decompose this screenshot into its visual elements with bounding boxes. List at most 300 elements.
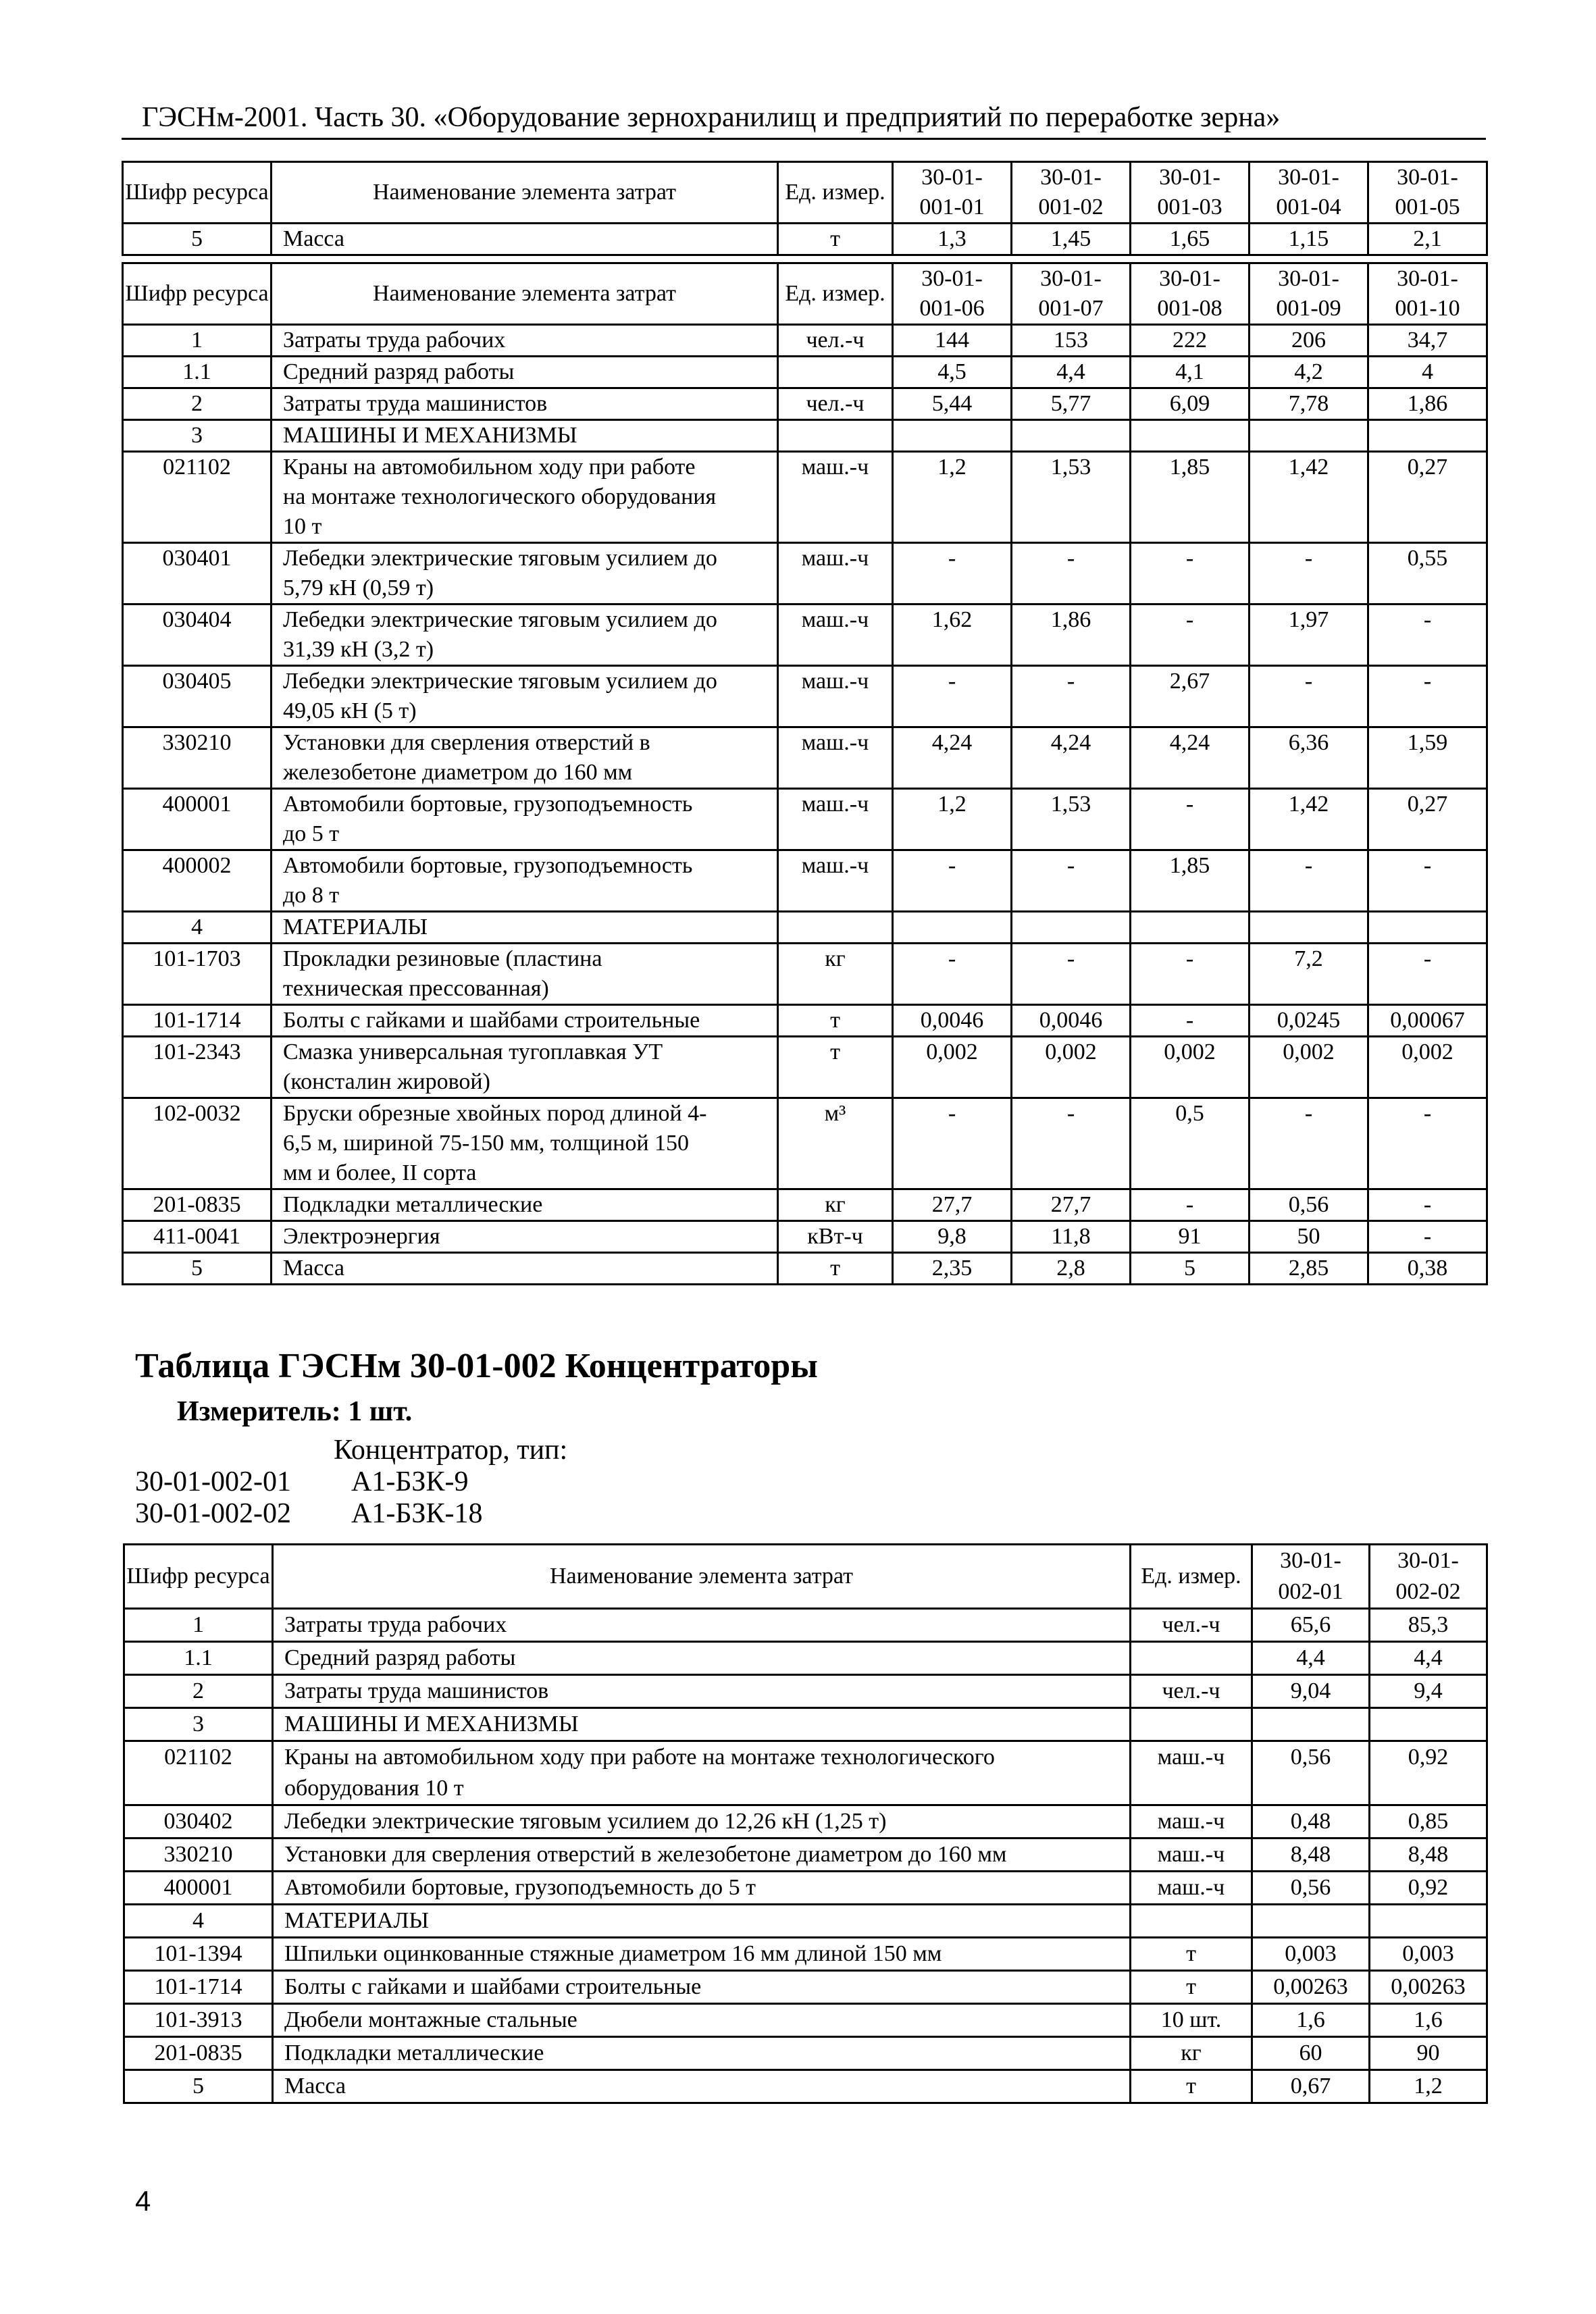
row-value: 6,36 bbox=[1250, 727, 1368, 789]
table-row bbox=[123, 850, 1487, 912]
col-heading: 30-01- 001-06 bbox=[893, 263, 1012, 325]
row-name: Затраты труда рабочих bbox=[272, 325, 778, 357]
row-value: - bbox=[1368, 605, 1487, 666]
row-value: 0,67 bbox=[1252, 2070, 1370, 2103]
col-heading: 30-01- 002-02 bbox=[1370, 1545, 1487, 1609]
row-value: 1,86 bbox=[1368, 388, 1487, 420]
row-value: 4,5 bbox=[893, 357, 1012, 388]
row-value: 0,0245 bbox=[1250, 1005, 1368, 1037]
row-name: Краны на автомобильном ходу при работе на монтаже технологического оборудования 10 т bbox=[273, 1741, 1131, 1805]
col-heading: 30-01- 001-10 bbox=[1368, 263, 1487, 325]
table-row bbox=[123, 543, 1487, 605]
row-value: 2,1 bbox=[1368, 224, 1487, 255]
row-value: 4,4 bbox=[1370, 1642, 1487, 1675]
row-value: 1,2 bbox=[893, 452, 1012, 543]
row-name: Шпильки оцинкованные стяжные диаметром 16 мм длиной 150 мм bbox=[273, 1938, 1131, 1971]
table-row bbox=[123, 224, 1487, 255]
table-row bbox=[124, 1708, 1487, 1741]
row-value: 4,4 bbox=[1012, 357, 1131, 388]
row-unit: чел.-ч bbox=[778, 325, 893, 357]
row-value: 153 bbox=[1012, 325, 1131, 357]
row-value: 2,8 bbox=[1012, 1253, 1131, 1285]
col-unit-heading: Ед. измер. bbox=[778, 263, 893, 325]
row-value: 34,7 bbox=[1368, 325, 1487, 357]
row-value: 1,53 bbox=[1012, 789, 1131, 850]
row-value: 0,85 bbox=[1370, 1805, 1487, 1839]
row-code: 4 bbox=[124, 1905, 273, 1938]
row-value: 1,85 bbox=[1131, 850, 1250, 912]
section-title: Таблица ГЭСНм 30-01-002 Концентраторы bbox=[135, 1347, 818, 1385]
row-unit: т bbox=[1131, 2070, 1252, 2103]
col-heading: 30-01- 001-04 bbox=[1250, 162, 1368, 224]
row-value bbox=[1250, 420, 1368, 452]
row-value: 206 bbox=[1250, 325, 1368, 357]
row-value: 90 bbox=[1370, 2037, 1487, 2070]
row-unit: маш.-ч bbox=[778, 543, 893, 605]
row-unit: кг bbox=[778, 1189, 893, 1221]
row-value: 0,00263 bbox=[1370, 1971, 1487, 2004]
row-value: - bbox=[1131, 1005, 1250, 1037]
row-value: 222 bbox=[1131, 325, 1250, 357]
col-heading: 30-01- 002-01 bbox=[1252, 1545, 1370, 1609]
row-unit: чел.-ч bbox=[1131, 1609, 1252, 1642]
row-unit: маш.-ч bbox=[778, 789, 893, 850]
row-unit bbox=[778, 420, 893, 452]
row-name: Лебедки электрические тяговым усилием до 12,26 кН (1,25 т) bbox=[273, 1805, 1131, 1839]
row-value: - bbox=[1368, 1098, 1487, 1189]
col-heading: 30-01- 001-08 bbox=[1131, 263, 1250, 325]
row-value: - bbox=[1131, 944, 1250, 1005]
table-row bbox=[123, 912, 1487, 944]
row-code: 030404 bbox=[123, 605, 272, 666]
row-unit: кВт-ч bbox=[778, 1221, 893, 1253]
row-value: 1,86 bbox=[1012, 605, 1131, 666]
row-code: 101-1714 bbox=[124, 1971, 273, 2004]
row-name: Подкладки металлические bbox=[273, 2037, 1131, 2070]
row-unit: т bbox=[778, 224, 893, 255]
row-value: 0,0046 bbox=[1012, 1005, 1131, 1037]
row-code: 021102 bbox=[124, 1741, 273, 1805]
row-name: Автомобили бортовые, грузоподъемность до 5 т bbox=[272, 789, 778, 850]
row-name: Затраты труда машинистов bbox=[272, 388, 778, 420]
table-row bbox=[124, 1971, 1487, 2004]
row-value: 8,48 bbox=[1252, 1839, 1370, 1872]
row-unit: чел.-ч bbox=[778, 388, 893, 420]
measure-unit: Измеритель: 1 шт. bbox=[177, 1396, 413, 1427]
row-unit: т bbox=[778, 1005, 893, 1037]
row-value: 1,62 bbox=[893, 605, 1012, 666]
row-value: 0,48 bbox=[1252, 1805, 1370, 1839]
row-value bbox=[1252, 1905, 1370, 1938]
row-value: 1,59 bbox=[1368, 727, 1487, 789]
row-unit: маш.-ч bbox=[778, 850, 893, 912]
row-name: МАТЕРИАЛЫ bbox=[272, 912, 778, 944]
row-value bbox=[1250, 912, 1368, 944]
row-value: 27,7 bbox=[893, 1189, 1012, 1221]
row-value: - bbox=[1012, 666, 1131, 727]
row-code: 030405 bbox=[123, 666, 272, 727]
row-value: 1,2 bbox=[893, 789, 1012, 850]
row-value bbox=[1368, 420, 1487, 452]
row-unit bbox=[1131, 1708, 1252, 1741]
table-row bbox=[123, 1005, 1487, 1037]
table-row bbox=[124, 1938, 1487, 1971]
row-unit bbox=[778, 357, 893, 388]
row-value: 4,1 bbox=[1131, 357, 1250, 388]
table-row bbox=[124, 1741, 1487, 1805]
row-value: 0,92 bbox=[1370, 1872, 1487, 1905]
table-row bbox=[123, 325, 1487, 357]
row-value: 0,38 bbox=[1368, 1253, 1487, 1285]
row-name: Средний разряд работы bbox=[273, 1642, 1131, 1675]
row-code: 101-1703 bbox=[123, 944, 272, 1005]
row-name: Болты с гайками и шайбами строительные bbox=[273, 1971, 1131, 2004]
row-value: 1,97 bbox=[1250, 605, 1368, 666]
row-value: 1,42 bbox=[1250, 789, 1368, 850]
table-row bbox=[123, 452, 1487, 543]
row-value: - bbox=[1131, 1189, 1250, 1221]
row-code: 201-0835 bbox=[123, 1189, 272, 1221]
row-value: 4,2 bbox=[1250, 357, 1368, 388]
row-value: - bbox=[1250, 543, 1368, 605]
row-value: 0,003 bbox=[1252, 1938, 1370, 1971]
row-value: 5,44 bbox=[893, 388, 1012, 420]
row-value: 4,24 bbox=[1012, 727, 1131, 789]
col-name-heading: Наименование элемента затрат bbox=[272, 263, 778, 325]
table-row bbox=[123, 1098, 1487, 1189]
table-row bbox=[123, 789, 1487, 850]
table-row bbox=[123, 420, 1487, 452]
row-value: 2,67 bbox=[1131, 666, 1250, 727]
row-value: 0,27 bbox=[1368, 452, 1487, 543]
table-row bbox=[124, 2004, 1487, 2037]
table-row bbox=[123, 388, 1487, 420]
row-unit: маш.-ч bbox=[778, 605, 893, 666]
col-heading: 30-01- 001-02 bbox=[1012, 162, 1131, 224]
row-value: - bbox=[893, 666, 1012, 727]
page-header: ГЭСНм-2001. Часть 30. «Оборудование зернохранилищ и предприятий по переработке зерна» bbox=[142, 102, 1281, 133]
row-value: 9,4 bbox=[1370, 1675, 1487, 1708]
row-unit: м³ bbox=[778, 1098, 893, 1189]
row-name: Смазка универсальная тугоплавкая УТ (консталин жировой) bbox=[272, 1037, 778, 1098]
row-unit: маш.-ч bbox=[1131, 1872, 1252, 1905]
row-value: 4 bbox=[1368, 357, 1487, 388]
row-unit: маш.-ч bbox=[778, 666, 893, 727]
row-unit: маш.-ч bbox=[778, 727, 893, 789]
table-header-row bbox=[124, 1545, 1487, 1609]
row-value: 1,53 bbox=[1012, 452, 1131, 543]
item-type: А1-БЗК-18 bbox=[351, 1498, 483, 1529]
row-unit: т bbox=[1131, 1938, 1252, 1971]
type-label: Концентратор, тип: bbox=[334, 1435, 568, 1466]
row-unit: т bbox=[778, 1037, 893, 1098]
row-value: - bbox=[1131, 789, 1250, 850]
row-value: 0,56 bbox=[1250, 1189, 1368, 1221]
row-unit bbox=[1131, 1905, 1252, 1938]
row-value: 1,6 bbox=[1370, 2004, 1487, 2037]
row-value: 85,3 bbox=[1370, 1609, 1487, 1642]
row-value: 0,002 bbox=[1368, 1037, 1487, 1098]
row-value: 0,002 bbox=[1250, 1037, 1368, 1098]
col-code-heading: Шифр ресурса bbox=[123, 162, 272, 224]
row-unit: маш.-ч bbox=[1131, 1805, 1252, 1839]
row-code: 101-1714 bbox=[123, 1005, 272, 1037]
row-code: 5 bbox=[123, 224, 272, 255]
row-name: Прокладки резиновые (пластина техническая прессованная) bbox=[272, 944, 778, 1005]
table-row bbox=[123, 944, 1487, 1005]
table-row bbox=[123, 357, 1487, 388]
row-value: - bbox=[1131, 605, 1250, 666]
col-heading: 30-01- 001-03 bbox=[1131, 162, 1250, 224]
item-type: А1-БЗК-9 bbox=[351, 1466, 469, 1497]
row-name: Масса bbox=[272, 1253, 778, 1285]
row-code: 101-1394 bbox=[124, 1938, 273, 1971]
row-code: 030402 bbox=[124, 1805, 273, 1839]
table-row bbox=[124, 1609, 1487, 1642]
row-unit: кг bbox=[1131, 2037, 1252, 2070]
row-code: 2 bbox=[123, 388, 272, 420]
table-row bbox=[123, 666, 1487, 727]
row-value: 91 bbox=[1131, 1221, 1250, 1253]
header-rule bbox=[122, 138, 1486, 140]
row-code: 3 bbox=[124, 1708, 273, 1741]
row-value: 5 bbox=[1131, 1253, 1250, 1285]
row-value: - bbox=[1012, 944, 1131, 1005]
row-unit: маш.-ч bbox=[1131, 1741, 1252, 1805]
row-code: 330210 bbox=[123, 727, 272, 789]
row-name: Установки для сверления отверстий в железобетоне диаметром до 160 мм bbox=[272, 727, 778, 789]
table-001-06-10 bbox=[122, 262, 1488, 1285]
row-value: - bbox=[1250, 666, 1368, 727]
row-code: 1 bbox=[123, 325, 272, 357]
row-code: 5 bbox=[124, 2070, 273, 2103]
row-code: 102-0032 bbox=[123, 1098, 272, 1189]
row-code: 2 bbox=[124, 1675, 273, 1708]
row-name: Дюбели монтажные стальные bbox=[273, 2004, 1131, 2037]
row-value: 144 bbox=[893, 325, 1012, 357]
row-value: 8,48 bbox=[1370, 1839, 1487, 1872]
row-value: 1,2 bbox=[1370, 2070, 1487, 2103]
row-code: 101-2343 bbox=[123, 1037, 272, 1098]
row-value: 0,27 bbox=[1368, 789, 1487, 850]
row-value: 9,8 bbox=[893, 1221, 1012, 1253]
row-code: 3 bbox=[123, 420, 272, 452]
row-value: 0,00067 bbox=[1368, 1005, 1487, 1037]
row-value: - bbox=[1368, 1189, 1487, 1221]
row-value: - bbox=[893, 944, 1012, 1005]
row-unit: маш.-ч bbox=[778, 452, 893, 543]
row-value: 6,09 bbox=[1131, 388, 1250, 420]
row-value: - bbox=[893, 543, 1012, 605]
row-name: Лебедки электрические тяговым усилием до 31,39 кН (3,2 т) bbox=[272, 605, 778, 666]
row-value bbox=[1012, 420, 1131, 452]
table-row bbox=[124, 2070, 1487, 2103]
row-value: - bbox=[1131, 543, 1250, 605]
row-name: МАШИНЫ И МЕХАНИЗМЫ bbox=[272, 420, 778, 452]
row-value: 1,65 bbox=[1131, 224, 1250, 255]
col-name-heading: Наименование элемента затрат bbox=[273, 1545, 1131, 1609]
row-name: МАШИНЫ И МЕХАНИЗМЫ bbox=[273, 1708, 1131, 1741]
row-code: 411-0041 bbox=[123, 1221, 272, 1253]
row-code: 030401 bbox=[123, 543, 272, 605]
row-name: Краны на автомобильном ходу при работе на монтаже технологического оборудования 10 т bbox=[272, 452, 778, 543]
row-value: 2,35 bbox=[893, 1253, 1012, 1285]
row-name: Лебедки электрические тяговым усилием до 5,79 кН (0,59 т) bbox=[272, 543, 778, 605]
row-value: 0,56 bbox=[1252, 1872, 1370, 1905]
row-name: Средний разряд работы bbox=[272, 357, 778, 388]
table-row bbox=[123, 1037, 1487, 1098]
row-value bbox=[1252, 1708, 1370, 1741]
row-value: 1,3 bbox=[893, 224, 1012, 255]
item-code: 30-01-002-01 bbox=[135, 1466, 291, 1497]
item-code: 30-01-002-02 bbox=[135, 1498, 291, 1529]
row-name: Установки для сверления отверстий в железобетоне диаметром до 160 мм bbox=[273, 1839, 1131, 1872]
row-value: 7,2 bbox=[1250, 944, 1368, 1005]
row-value: 2,85 bbox=[1250, 1253, 1368, 1285]
table-row bbox=[124, 1642, 1487, 1675]
row-value: 0,003 bbox=[1370, 1938, 1487, 1971]
row-value bbox=[1131, 420, 1250, 452]
row-code: 021102 bbox=[123, 452, 272, 543]
row-value: 0,002 bbox=[893, 1037, 1012, 1098]
col-unit-heading: Ед. измер. bbox=[778, 162, 893, 224]
row-unit bbox=[1131, 1642, 1252, 1675]
table-row bbox=[123, 1253, 1487, 1285]
row-value: 0,0046 bbox=[893, 1005, 1012, 1037]
row-code: 400001 bbox=[124, 1872, 273, 1905]
row-code: 1.1 bbox=[123, 357, 272, 388]
row-value bbox=[1368, 912, 1487, 944]
row-value bbox=[1012, 912, 1131, 944]
col-heading: 30-01- 001-07 bbox=[1012, 263, 1131, 325]
row-value: 0,00263 bbox=[1252, 1971, 1370, 2004]
row-value: 4,4 bbox=[1252, 1642, 1370, 1675]
page-number: 4 bbox=[135, 2185, 151, 2217]
row-code: 101-3913 bbox=[124, 2004, 273, 2037]
row-value: 4,24 bbox=[893, 727, 1012, 789]
row-value: 0,002 bbox=[1131, 1037, 1250, 1098]
row-unit: маш.-ч bbox=[1131, 1839, 1252, 1872]
col-heading: 30-01- 001-05 bbox=[1368, 162, 1487, 224]
row-value: 60 bbox=[1252, 2037, 1370, 2070]
row-value: 1,15 bbox=[1250, 224, 1368, 255]
row-value: - bbox=[1368, 1221, 1487, 1253]
table-row bbox=[124, 1905, 1487, 1938]
row-unit bbox=[778, 912, 893, 944]
row-code: 5 bbox=[123, 1253, 272, 1285]
row-value: 27,7 bbox=[1012, 1189, 1131, 1221]
row-value bbox=[893, 912, 1012, 944]
row-unit: кг bbox=[778, 944, 893, 1005]
row-code: 400001 bbox=[123, 789, 272, 850]
row-name: Затраты труда рабочих bbox=[273, 1609, 1131, 1642]
row-unit: т bbox=[778, 1253, 893, 1285]
row-value: - bbox=[1012, 1098, 1131, 1189]
row-value: 1,85 bbox=[1131, 452, 1250, 543]
col-heading: 30-01- 001-01 bbox=[893, 162, 1012, 224]
col-code-heading: Шифр ресурса bbox=[123, 263, 272, 325]
row-value: - bbox=[1250, 850, 1368, 912]
col-name-heading: Наименование элемента затрат bbox=[272, 162, 778, 224]
table-001-01-05 bbox=[122, 161, 1488, 256]
table-row bbox=[124, 1675, 1487, 1708]
col-heading: 30-01- 001-09 bbox=[1250, 263, 1368, 325]
row-value: 0,5 bbox=[1131, 1098, 1250, 1189]
row-value: 50 bbox=[1250, 1221, 1368, 1253]
row-code: 330210 bbox=[124, 1839, 273, 1872]
row-value: 5,77 bbox=[1012, 388, 1131, 420]
row-unit: чел.-ч bbox=[1131, 1675, 1252, 1708]
row-value: 0,56 bbox=[1252, 1741, 1370, 1805]
col-unit-heading: Ед. измер. bbox=[1131, 1545, 1252, 1609]
row-name: Затраты труда машинистов bbox=[273, 1675, 1131, 1708]
row-name: Болты с гайками и шайбами строительные bbox=[272, 1005, 778, 1037]
row-value: - bbox=[893, 1098, 1012, 1189]
row-value: 11,8 bbox=[1012, 1221, 1131, 1253]
row-code: 4 bbox=[123, 912, 272, 944]
row-value: 1,42 bbox=[1250, 452, 1368, 543]
table-row bbox=[124, 1839, 1487, 1872]
row-value: 1,6 bbox=[1252, 2004, 1370, 2037]
row-name: Автомобили бортовые, грузоподъемность до 8 т bbox=[272, 850, 778, 912]
table-row bbox=[124, 1872, 1487, 1905]
table-row bbox=[124, 2037, 1487, 2070]
col-code-heading: Шифр ресурса bbox=[124, 1545, 273, 1609]
table-002 bbox=[123, 1543, 1488, 2104]
row-value: - bbox=[1368, 944, 1487, 1005]
row-value bbox=[1370, 1905, 1487, 1938]
row-value: - bbox=[1250, 1098, 1368, 1189]
row-value: 0,55 bbox=[1368, 543, 1487, 605]
row-value: 9,04 bbox=[1252, 1675, 1370, 1708]
row-name: Электроэнергия bbox=[272, 1221, 778, 1253]
row-value: 0,002 bbox=[1012, 1037, 1131, 1098]
row-value: - bbox=[893, 850, 1012, 912]
row-code: 400002 bbox=[123, 850, 272, 912]
table-row bbox=[123, 1221, 1487, 1253]
table-row bbox=[123, 605, 1487, 666]
row-name: Масса bbox=[272, 224, 778, 255]
row-value bbox=[1370, 1708, 1487, 1741]
table-header-row bbox=[123, 162, 1487, 224]
row-name: Автомобили бортовые, грузоподъемность до 5 т bbox=[273, 1872, 1131, 1905]
row-code: 1.1 bbox=[124, 1642, 273, 1675]
row-value: 65,6 bbox=[1252, 1609, 1370, 1642]
table-row bbox=[123, 727, 1487, 789]
row-value: 0,92 bbox=[1370, 1741, 1487, 1805]
row-value bbox=[1131, 912, 1250, 944]
row-name: Лебедки электрические тяговым усилием до 49,05 кН (5 т) bbox=[272, 666, 778, 727]
table-header-row bbox=[123, 263, 1487, 325]
row-name: Масса bbox=[273, 2070, 1131, 2103]
row-unit: 10 шт. bbox=[1131, 2004, 1252, 2037]
row-value: - bbox=[1368, 666, 1487, 727]
row-name: Подкладки металлические bbox=[272, 1189, 778, 1221]
row-unit: т bbox=[1131, 1971, 1252, 2004]
row-name: Бруски обрезные хвойных пород длиной 4- 6,5 м, шириной 75-150 мм, толщиной 150 мм и более, II сорта bbox=[272, 1098, 778, 1189]
row-value: - bbox=[1012, 850, 1131, 912]
row-name: МАТЕРИАЛЫ bbox=[273, 1905, 1131, 1938]
row-value: - bbox=[1368, 850, 1487, 912]
row-code: 201-0835 bbox=[124, 2037, 273, 2070]
row-value: 4,24 bbox=[1131, 727, 1250, 789]
row-value: 1,45 bbox=[1012, 224, 1131, 255]
table-row bbox=[124, 1805, 1487, 1839]
row-value: - bbox=[1012, 543, 1131, 605]
row-value: 7,78 bbox=[1250, 388, 1368, 420]
table-row bbox=[123, 1189, 1487, 1221]
row-code: 1 bbox=[124, 1609, 273, 1642]
